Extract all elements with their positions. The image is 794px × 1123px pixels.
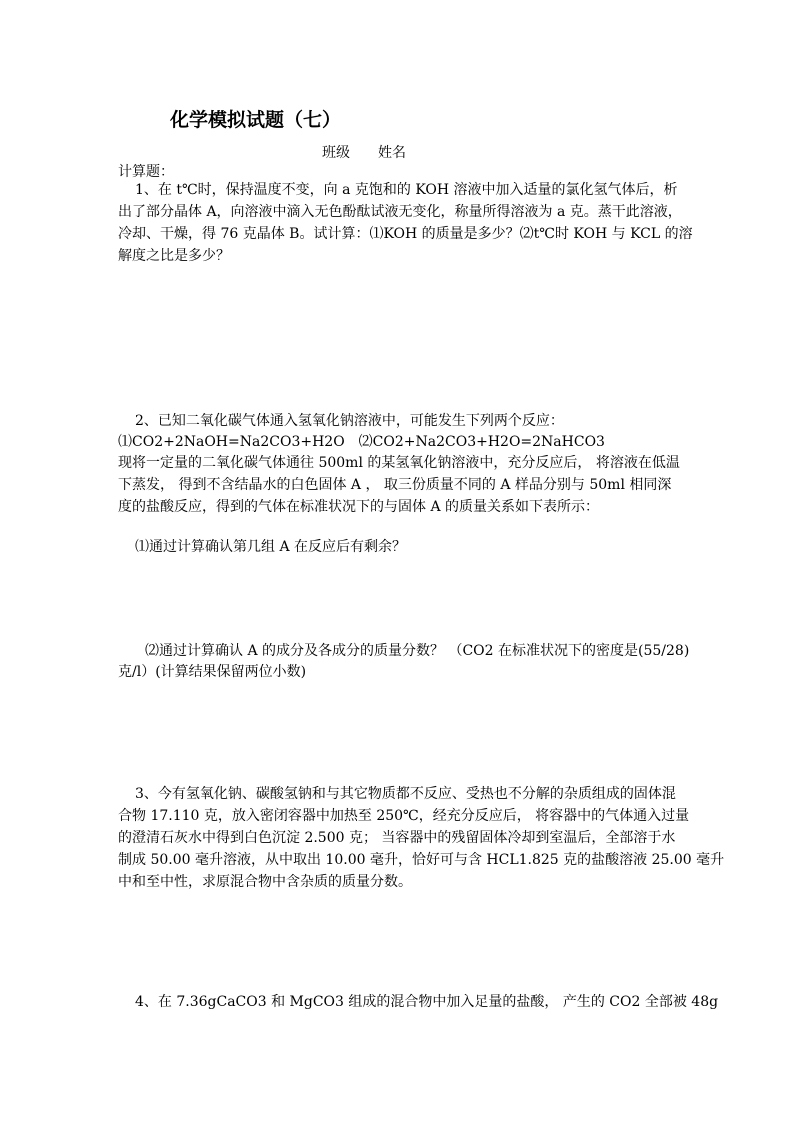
q2-line-4: 下蒸发， 得到不含结晶水的白色固体 A ， 取三份质量不同的 A 样品分别与 50ml 相同深 xyxy=(118,477,672,493)
q2-subquestion-2-line-2: 克/l）(计算结果保留两位小数) xyxy=(118,664,307,680)
q3-line-3: 的澄清石灰水中得到白色沉淀 2.500 克； 当容器中的残留固体冷却到室温后，全部溶于水 xyxy=(118,830,676,846)
q2-line-2: ⑴CO2+2NaOH=Na2CO3+H2O ⑵CO2+Na2CO3+H2O=2NaHCO3 xyxy=(118,434,605,450)
q1-line-2: 出了部分晶体 A，向溶液中滴入无色酚酞试液无变化，称量所得溶液为 a 克。蒸干此溶液， xyxy=(118,204,682,220)
q1-line-1: 1、在 t℃时，保持温度不变，向 a 克饱和的 KOH 溶液中加入适量的氯化氢气体后，析 xyxy=(135,182,678,198)
q3-line-1: 3、今有氢氧化钠、碳酸氢钠和与其它物质都不反应、受热也不分解的杂质组成的固体混 xyxy=(135,786,676,802)
q1-line-3: 冷却、干燥，得 76 克晶体 B。试计算：⑴KOH 的质量是多少？⑵t℃时 KOH 与 KCL 的溶 xyxy=(118,226,693,242)
section-heading: 计算题： xyxy=(118,164,174,180)
q1-line-4: 解度之比是多少？ xyxy=(118,248,230,264)
q2-line-3: 现将一定量的二氧化碳气体通往 500ml 的某氢氧化钠溶液中，充分反应后， 将溶液在低温 xyxy=(118,455,680,471)
class-label: 班级 xyxy=(322,145,350,161)
page-title: 化学模拟试题（七） xyxy=(170,109,342,131)
name-label: 姓名 xyxy=(378,145,406,161)
q2-subquestion-1: ⑴通过计算确认第几组 A 在反应后有剩余？ xyxy=(135,539,407,555)
q3-line-4: 制成 50.00 毫升溶液，从中取出 10.00 毫升，恰好可与含 HCL1.825 克的盐酸溶液 25.00 毫升 xyxy=(118,852,725,868)
q2-subquestion-2-line-1: ⑵通过计算确认 A 的成分及各成分的质量分数？ （CO2 在标准状况下的密度是(55/28) xyxy=(145,643,690,659)
class-name-line xyxy=(322,142,406,162)
q3-line-2: 合物 17.110 克，放入密闭容器中加热至 250℃，经充分反应后， 将容器中的气体通入过量 xyxy=(118,808,690,824)
q2-line-1: 2、已知二氧化碳气体通入氢氧化钠溶液中，可能发生下列两个反应： xyxy=(135,413,564,429)
q2-line-5: 度的盐酸反应，得到的气体在标准状况下的与固体 A 的质量关系如下表所示： xyxy=(118,499,600,515)
q3-line-5: 中和至中性，求原混合物中含杂质的质量分数。 xyxy=(118,874,412,890)
q4-line-1: 4、在 7.36gCaCO3 和 MgCO3 组成的混合物中加入足量的盐酸， 产生的 CO2 全部被 48g xyxy=(135,994,719,1010)
